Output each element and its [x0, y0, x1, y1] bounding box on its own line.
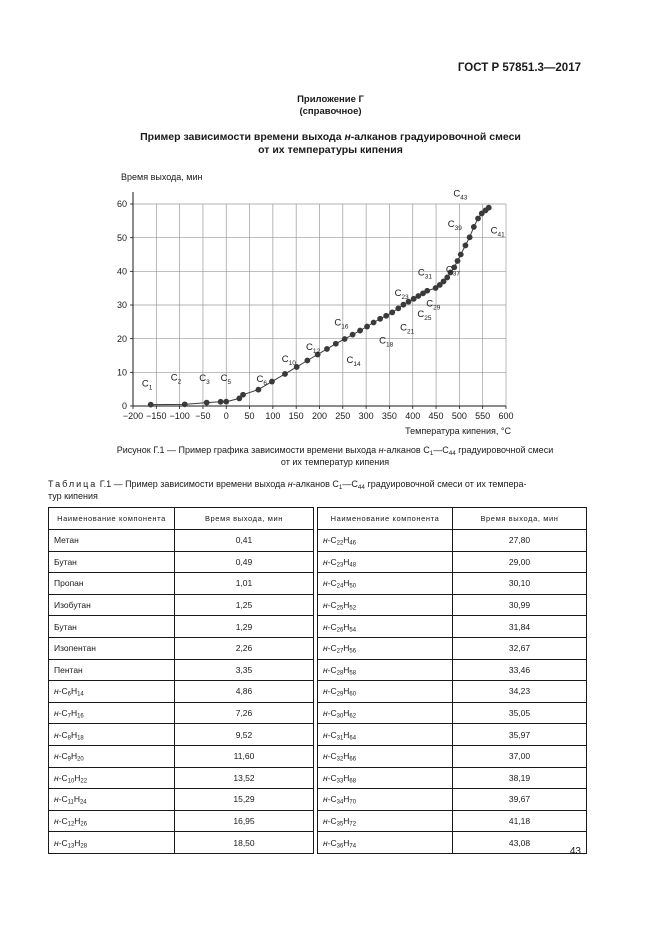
table-row — [49, 724, 587, 746]
x-tick-label: 100 — [265, 411, 281, 421]
x-tick-label: −200 — [122, 411, 144, 421]
data-point — [342, 336, 348, 342]
data-point — [424, 288, 430, 294]
retention-time-value: 27,80 — [453, 530, 587, 552]
table-row — [49, 637, 587, 659]
data-point — [282, 371, 288, 377]
data-point — [350, 332, 356, 338]
x-tick-label: 550 — [475, 411, 491, 421]
column-header: Наименование компонента — [49, 508, 175, 530]
x-tick-label: 300 — [358, 411, 374, 421]
retention-time-value: 32,67 — [453, 637, 587, 659]
data-point — [364, 324, 370, 330]
y-tick-label: 60 — [116, 199, 127, 210]
table-row — [49, 530, 587, 552]
column-header: Наименование компонента — [318, 508, 453, 530]
component-name: $н-C_{33}H_{68}$ — [318, 767, 453, 789]
component-name: $н-C_{28}H_{58}$ — [318, 659, 453, 681]
point-annotation: $C_{21}$ — [400, 322, 415, 336]
component-name: $н-C_{22}H_{46}$ — [318, 530, 453, 552]
component-name: $н-C_{27}H_{56}$ — [318, 637, 453, 659]
data-point — [395, 305, 401, 311]
table-row — [49, 789, 587, 811]
chart-heading-line2: от их температуры кипения — [258, 144, 403, 156]
retention-time-value: 11,60 — [175, 745, 314, 767]
data-point — [240, 392, 246, 398]
component-name: $н-C_{30}H_{62}$ — [318, 702, 453, 724]
chart-heading-line1: Пример зависимости времени выхода н-алканов градуировочной смеси — [140, 131, 521, 143]
table-row — [49, 702, 587, 724]
data-point — [324, 346, 330, 352]
point-annotation: $C_5$ — [220, 373, 232, 387]
x-tick-label: 450 — [428, 411, 444, 421]
x-tick-label: 150 — [288, 411, 304, 421]
y-tick-label: 10 — [116, 367, 127, 378]
data-point — [383, 313, 389, 319]
component-name: Изопентан — [49, 637, 175, 659]
component-name: Пропан — [49, 573, 175, 595]
data-point — [475, 216, 481, 222]
y-tick-label: 20 — [116, 333, 127, 344]
point-annotation: $C_{16}$ — [334, 317, 349, 331]
component-name: $н-C_{25}H_{52}$ — [318, 594, 453, 616]
component-name: $н-C_6H_{14}$ — [49, 681, 175, 703]
data-point — [371, 320, 377, 326]
y-axis-label: Время выхода, мин — [121, 172, 203, 182]
point-annotation: $C_{37}$ — [445, 264, 460, 278]
component-name: $н-C_{29}H_{60}$ — [318, 681, 453, 703]
component-name: $н-C_{36}H_{74}$ — [318, 832, 453, 854]
table-row — [49, 573, 587, 595]
data-point — [357, 328, 363, 334]
point-annotation: $C_{25}$ — [417, 309, 432, 323]
x-tick-label: −50 — [195, 411, 211, 421]
point-annotation: $C_{29}$ — [426, 298, 441, 312]
data-point — [467, 234, 473, 240]
retention-time-value: 35,05 — [453, 702, 587, 724]
retention-time-value: 3,35 — [175, 659, 314, 681]
component-name: Изобутан — [49, 594, 175, 616]
point-annotation: $C_{12}$ — [305, 341, 321, 355]
retention-time-value: 41,18 — [453, 810, 587, 832]
point-annotation: $C_2$ — [170, 372, 182, 386]
table-row — [49, 681, 587, 703]
retention-time-value: 7,26 — [175, 702, 314, 724]
retention-time-value: 0,49 — [175, 551, 314, 573]
y-tick-label: 30 — [116, 300, 127, 311]
component-name: Бутан — [49, 616, 175, 638]
component-name: $н-C_{23}H_{48}$ — [318, 551, 453, 573]
x-tick-label: 0 — [223, 411, 229, 421]
table-row — [49, 810, 587, 832]
component-name: $н-C_{31}H_{64}$ — [318, 724, 453, 746]
x-tick-label: 50 — [244, 411, 255, 421]
retention-time-value: 30,99 — [453, 594, 587, 616]
component-name: $н-C_{13}H_{28}$ — [49, 832, 175, 854]
retention-time-value: 13,52 — [175, 767, 314, 789]
x-tick-label: 500 — [451, 411, 467, 421]
point-annotation: $C_{43}$ — [453, 188, 468, 202]
data-point — [182, 401, 188, 407]
retention-time-value: 0,41 — [175, 530, 314, 552]
retention-time-value: 35,97 — [453, 724, 587, 746]
component-name: $н-C_8H_{18}$ — [49, 724, 175, 746]
column-header: Время выхода, мин — [453, 508, 587, 530]
component-name: $н-C_{12}H_{26}$ — [49, 810, 175, 832]
component-name: $н-C_{32}H_{66}$ — [318, 745, 453, 767]
component-name: $н-C_{35}H_{72}$ — [318, 810, 453, 832]
component-name: $н-C_{24}H_{50}$ — [318, 573, 453, 595]
data-point — [204, 400, 210, 406]
retention-time-value: 37,00 — [453, 745, 587, 767]
data-point — [304, 358, 310, 364]
retention-time-value: 30,10 — [453, 573, 587, 595]
component-name: $н-C_7H_{16}$ — [49, 702, 175, 724]
retention-time-chart — [0, 0, 661, 440]
data-point — [463, 243, 469, 249]
component-name: $н-C_{10}H_{22}$ — [49, 767, 175, 789]
appendix-subtitle: (справочное) — [299, 106, 362, 117]
point-annotation: $C_1$ — [141, 378, 153, 392]
x-axis-label: Температура кипения, °С — [405, 426, 511, 436]
page-number: 43 — [569, 846, 581, 857]
retention-time-value: 39,67 — [453, 789, 587, 811]
data-point — [269, 379, 275, 385]
retention-time-value: 1,29 — [175, 616, 314, 638]
retention-time-value: 18,50 — [175, 832, 314, 854]
table-row — [49, 767, 587, 789]
component-name: Бутан — [49, 551, 175, 573]
data-point — [458, 252, 464, 258]
x-tick-label: −100 — [169, 411, 190, 421]
component-name: Пентан — [49, 659, 175, 681]
table-row — [49, 745, 587, 767]
retention-time-value: 34,23 — [453, 681, 587, 703]
data-point — [223, 399, 229, 405]
retention-time-value: 16,95 — [175, 810, 314, 832]
appendix-title: Приложение Г — [297, 94, 364, 105]
x-tick-label: 350 — [381, 411, 397, 421]
table-row — [49, 659, 587, 681]
table-row — [49, 594, 587, 616]
x-tick-label: −150 — [146, 411, 167, 421]
document-code: ГОСТ Р 57851.3—2017 — [457, 62, 581, 74]
retention-time-value: 1,01 — [175, 573, 314, 595]
table-caption: Таблица Г.1 — Пример зависимости времени выхода н-алканов $C_1—C_{44}$ градуировочной смеси от их темпера- тур кипения — [48, 479, 527, 501]
data-point — [148, 402, 154, 408]
component-name: $н-C_{34}H_{70}$ — [318, 789, 453, 811]
data-point — [401, 302, 407, 308]
retention-time-value: 31,84 — [453, 616, 587, 638]
retention-time-value: 9,52 — [175, 724, 314, 746]
data-point — [377, 316, 383, 322]
table-row — [49, 616, 587, 638]
point-annotation: $C_6$ — [256, 374, 268, 388]
component-name: Метан — [49, 530, 175, 552]
component-name: $н-C_{11}H_{24}$ — [49, 789, 175, 811]
x-tick-label: 250 — [335, 411, 351, 421]
point-annotation: $C_{41}$ — [490, 225, 505, 239]
point-annotation: $C_{14}$ — [346, 355, 361, 369]
data-point — [455, 258, 461, 264]
point-annotation: $C_{18}$ — [379, 335, 394, 349]
retention-time-value: 33,46 — [453, 659, 587, 681]
x-tick-label: 200 — [311, 411, 328, 421]
data-point — [256, 387, 262, 393]
table-header-row — [49, 508, 587, 530]
x-tick-label: 600 — [498, 411, 514, 421]
x-tick-label: 400 — [405, 411, 421, 421]
component-name: $н-C_{26}H_{54}$ — [318, 616, 453, 638]
data-point — [389, 310, 395, 316]
retention-time-value: 1,25 — [175, 594, 314, 616]
data-point — [471, 224, 477, 230]
point-annotation: $C_{23}$ — [394, 288, 409, 302]
retention-time-value: 2,26 — [175, 637, 314, 659]
figure-caption: Рисунок Г.1 — Пример графика зависимости времени выхода н-алканов $C_1—C_{44}$ градуировочной смеси от их температур кипения — [116, 445, 554, 467]
retention-time-value: 43,08 — [453, 832, 587, 854]
component-name: $н-C_9H_{20}$ — [49, 745, 175, 767]
data-point — [486, 205, 492, 211]
data-point — [218, 399, 224, 405]
point-annotation: $C_3$ — [199, 373, 210, 387]
point-annotation: $C_{10}$ — [281, 353, 296, 367]
y-tick-label: 40 — [116, 266, 127, 277]
retention-time-value: 29,00 — [453, 551, 587, 573]
y-tick-label: 0 — [121, 401, 127, 412]
retention-time-table — [48, 507, 587, 854]
point-annotation: $C_{39}$ — [447, 219, 462, 233]
retention-time-value: 4,86 — [175, 681, 314, 703]
table-row — [49, 832, 587, 854]
point-annotation: $C_{31}$ — [417, 267, 432, 281]
retention-time-value: 15,29 — [175, 789, 314, 811]
y-tick-label: 50 — [116, 232, 127, 243]
retention-time-value: 38,19 — [453, 767, 587, 789]
data-point — [333, 341, 339, 347]
column-header: Время выхода, мин — [175, 508, 314, 530]
table-row — [49, 551, 587, 573]
